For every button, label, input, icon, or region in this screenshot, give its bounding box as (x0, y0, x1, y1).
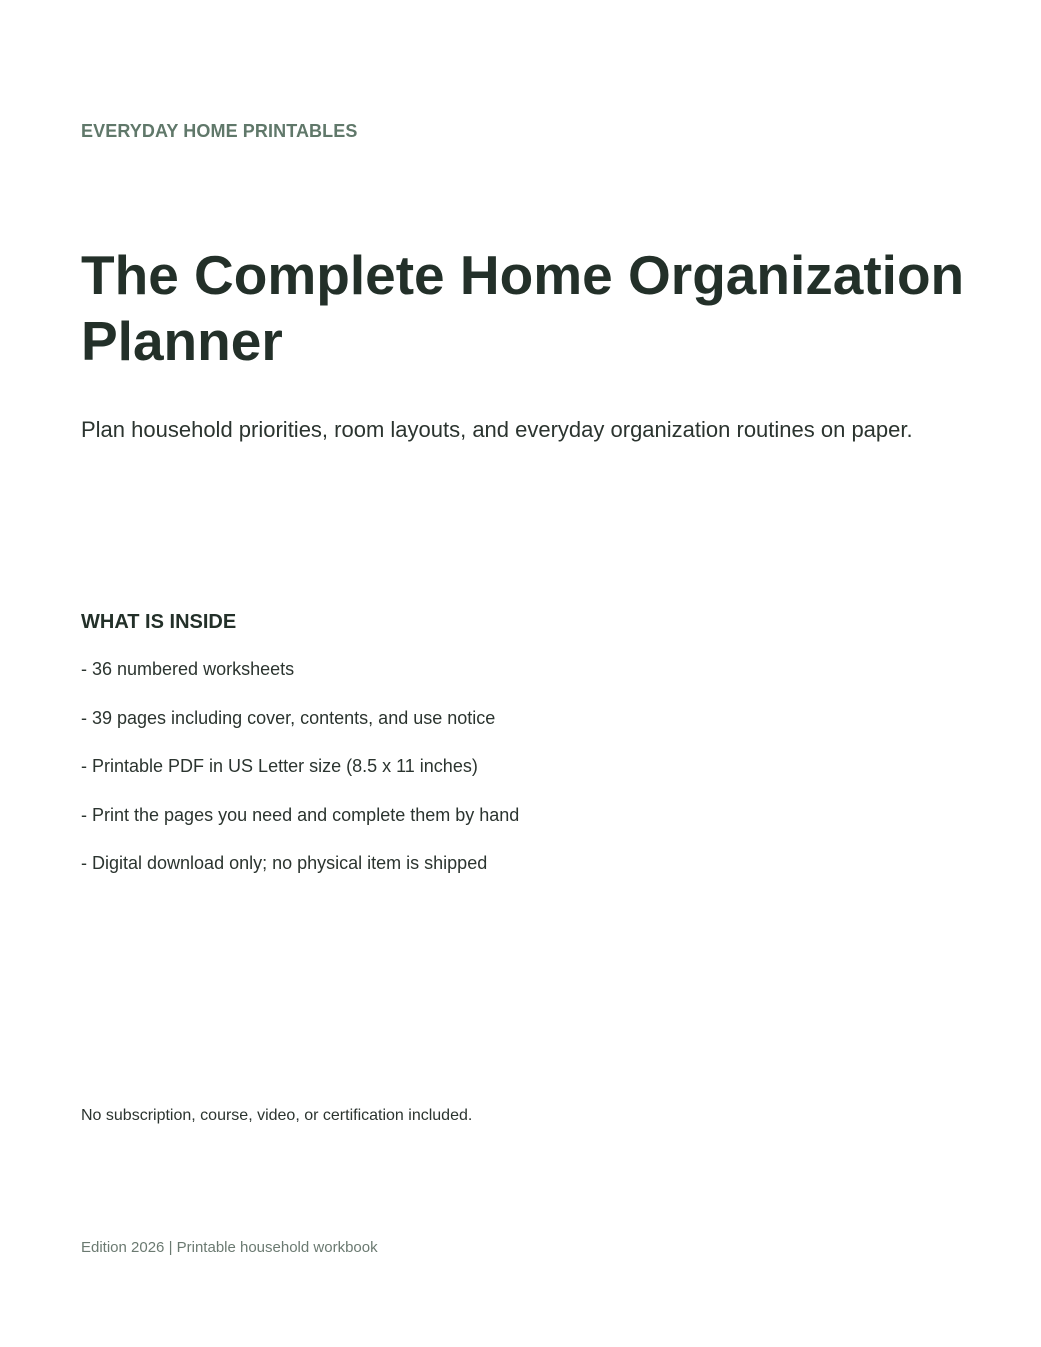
section-heading-inside: WHAT IS INSIDE (81, 611, 237, 633)
list-item: - Print the pages you need and complete them by hand (81, 804, 520, 825)
list-item: - 36 numbered worksheets (81, 659, 295, 679)
footer-text: Edition 2026 | Printable household workbook (81, 1239, 378, 1256)
feature-list (81, 659, 519, 902)
list-item: - 39 pages including cover, contents, and use notice (81, 707, 496, 728)
list-item: - Printable PDF in US Letter size (8.5 x 11 inches) (81, 756, 478, 776)
notice-text: No subscription, course, video, or certification included. (81, 1107, 473, 1124)
page-title (81, 242, 981, 374)
list-item: - Digital download only; no physical item is shipped (81, 853, 488, 873)
brand-label: EVERYDAY HOME PRINTABLES (81, 121, 358, 141)
title-line-1: The Complete Home Organization (81, 244, 965, 306)
page-subtitle: Plan household priorities, room layouts, and everyday organization routines on paper. (81, 417, 913, 442)
title-line-2: Planner (81, 310, 283, 372)
